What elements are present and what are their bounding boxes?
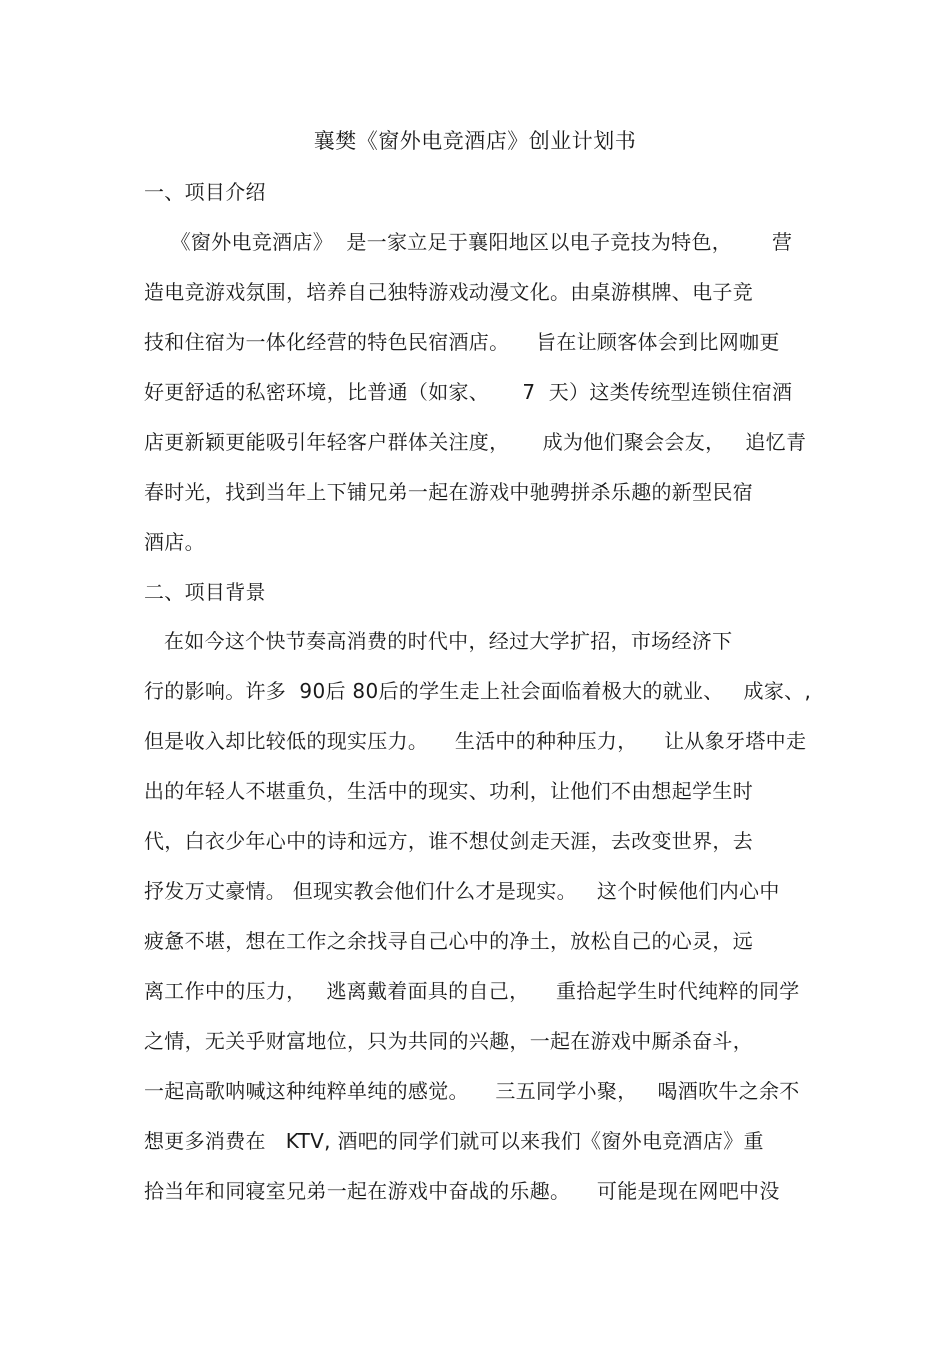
paragraph-line: 离工作中的压力， 逃离戴着面具的自己， 重拾起学生时代纯粹的同学 — [144, 979, 800, 1003]
paragraph-line: 造电竞游戏氛围，培养自己独特游戏动漫文化。由桌游棋牌、电子竞 — [144, 280, 753, 304]
paragraph-line: 店更新颖更能吸引年轻客户群体关注度， 成为他们聚会会友， 追忆青 — [144, 430, 807, 454]
paragraph-line: 行的影响。许多 90后 80后的学生走上社会面临着极大的就业、 成家、, — [144, 679, 812, 703]
paragraph-line: 抒发万丈豪情。 但现实教会他们什么才是现实。 这个时候他们内心中 — [144, 879, 780, 903]
paragraph-line: 在如今这个快节奏高消费的时代中，经过大学扩招，市场经济下 — [144, 629, 733, 653]
paragraph-line: 代，白衣少年心中的诗和远方，谁不想仗剑走天涯，去改变世界，去 — [144, 829, 753, 853]
paragraph-line: 但是收入却比较低的现实压力。 生活中的种种压力， 让从象牙塔中走 — [144, 729, 807, 753]
section-heading-intro: 一、项目介绍 — [144, 180, 266, 204]
section-heading-background: 二、项目背景 — [144, 580, 266, 604]
paragraph-line: 疲惫不堪，想在工作之余找寻自己心中的净土，放松自己的心灵，远 — [144, 929, 753, 953]
paragraph-line: 酒店。 — [144, 530, 205, 554]
paragraph-line: 好更舒适的私密环境，比普通（如家、 7 天）这类传统型连锁住宿酒 — [144, 380, 793, 404]
paragraph-line: 之情，无关乎财富地位，只为共同的兴趣，一起在游戏中厮杀奋斗， — [144, 1029, 753, 1053]
document-title: 襄樊《窗外电竞酒店》创业计划书 — [313, 129, 637, 153]
paragraph-line: 一起高歌呐喊这种纯粹单纯的感觉。 三五同学小聚， 喝酒吹牛之余不 — [144, 1079, 800, 1103]
paragraph-line: 春时光，找到当年上下铺兄弟一起在游戏中驰骋拼杀乐趣的新型民宿 — [144, 480, 753, 504]
paragraph-line: 《窗外电竞酒店》 是一家立足于襄阳地区以电子竞技为特色， 营 — [144, 230, 793, 254]
paragraph-line: 出的年轻人不堪重负，生活中的现实、功利，让他们不由想起学生时 — [144, 779, 753, 803]
paragraph-line: 技和住宿为一体化经营的特色民宿酒店。 旨在让顾客体会到比网咖更 — [144, 330, 780, 354]
paragraph-line: 拾当年和同寝室兄弟一起在游戏中奋战的乐趣。 可能是现在网吧中没 — [144, 1179, 780, 1203]
paragraph-line: 想更多消费在 KTV, 酒吧的同学们就可以来我们《窗外电竞酒店》重 — [144, 1129, 764, 1153]
